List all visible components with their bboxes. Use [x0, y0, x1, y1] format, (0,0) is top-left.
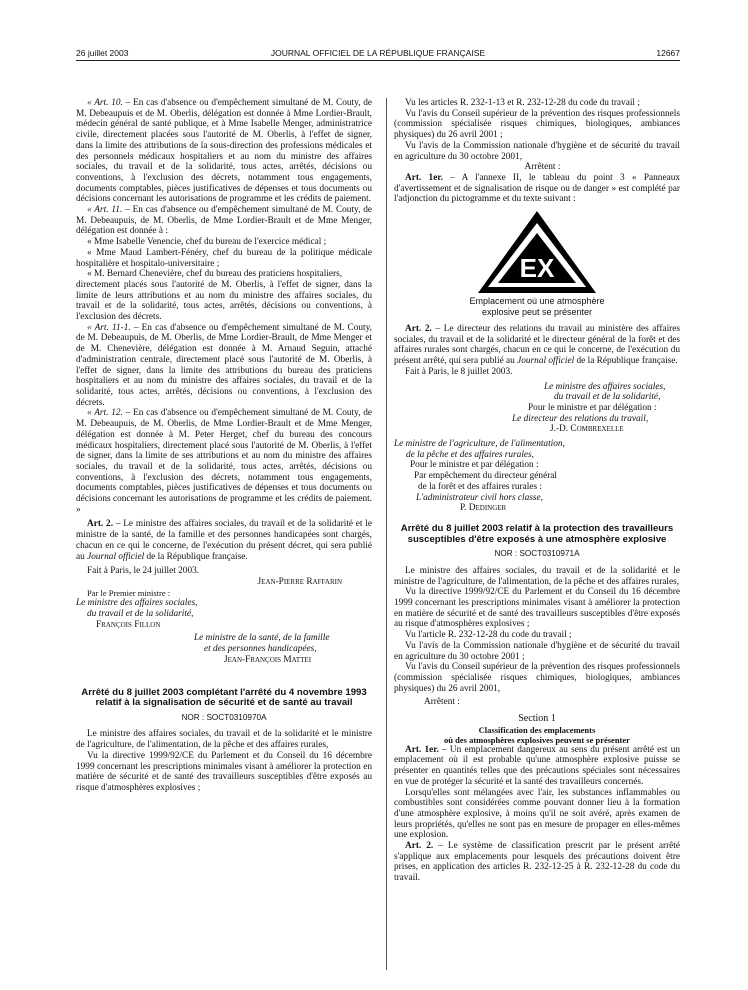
- vu-paragraph: Vu l'avis de la Commission nationale d'hygiène et de sécurité du travail en agriculture du 30 octobre 2001 ;: [394, 640, 680, 662]
- vu-paragraph: Vu l'avis du Conseil supérieur de la prévention des risques professionnels (commission spécialisée risques chimiques, biologiques, ambiances physiques) du 26 avril 2001,: [394, 662, 680, 694]
- article-2: Art. 2. – Le ministre des affaires sociales, du travail et de la solidarité et le ministre de la santé, de la famille et des personnes handicapées sont chargés, chacun en ce qui le concerne, de l'exécution du présent décret, qui sera publié au Journal officiel de la République française.: [76, 519, 373, 562]
- signature-dedinger: P. Dedinger: [460, 503, 507, 514]
- vu-paragraph: Vu l'avis du Conseil supérieur de la prévention des risques professionnels (commission spécialisée risques chimiques, biologiques, ambiances physiques) du 26 avril 2001 ;: [394, 108, 680, 141]
- section-article-1-p2: Lorsqu'elles sont mélangées avec l'air, les substances inflammables ou combustibles sont considérées comme pouvant donner lieu à la formation d'une atmosphère explosive, à moins qu'il ne soit avéré, après examen de leurs propriétés, qu'elles ne sont pas en mesure de propager en elles-mêmes une explosion.: [394, 787, 680, 841]
- minister-agri-line1: Le ministre de l'agriculture, de l'alimentation,: [394, 439, 565, 450]
- arrete-title: Arrêté du 8 juillet 2003 relatif à la protection des travailleurs susceptibles d'être exposés à une atmosphère explosive: [400, 522, 674, 545]
- ex-warning-pictogram: [394, 205, 680, 293]
- article-11-1: « Art. 11-1. – En cas d'absence ou d'empêchement simultané de M. Couty, de M. Debeaupuis, de M. Oberlis, de Mme Lordier-Brault, de Mme Menger et de M. Chenevière, délégation est donnée à M. Arnaud Seguin, attaché d'administration centrale, directement placé sous l'autorité de M. Oberlis, à l'effet de signer, dans la limite des attributions du bureau des praticiens hospitaliers et au nom du ministre des affaires sociales, du travail et de la solidarité, tous actes, arrêtés, décisions ou conventions, à l'exclusion des décrets.: [76, 322, 372, 408]
- section-heading: Section 1: [518, 713, 556, 725]
- minister-affaires-line1: Le ministre des affaires sociales,: [76, 598, 198, 609]
- vu-paragraph: Vu la directive 1999/92/CE du Parlement et du Conseil du 16 décembre 1999 concernant les prescriptions minimales visant à améliorer la protection en matière de sécurité et de santé des travailleurs susceptibles d'être exposés au risque d'atmosphères explosives ;: [394, 587, 680, 630]
- column-divider: [386, 98, 387, 970]
- article-1: Art. 1er. – A l'annexe II, le tableau du point 3 « Panneaux d'avertissement et de signalisation de risque ou de danger » est complété par l'adjonction du pictogramme et du texte suivant :: [394, 172, 680, 205]
- empechement-line1: Par empêchement du directeur général: [414, 471, 557, 482]
- header-page-number: 12667: [656, 48, 680, 58]
- section-subtitle: Classification des emplacements où des atmosphères explosives peuvent se présenter: [444, 724, 630, 745]
- vu-paragraph: Vu les articles R. 232-1-13 et R. 232-12-28 du code du travail ;: [405, 98, 640, 108]
- signature-date: Fait à Paris, le 8 juillet 2003.: [405, 366, 513, 377]
- signature-combrexelle: J.-D. Combrexelle: [550, 424, 624, 435]
- header-date: 26 juillet 2003: [76, 48, 129, 58]
- arretent-heading: Arrêtent :: [524, 162, 561, 173]
- pictogram-caption: Emplacement où une atmosphère explosive peut se présenter: [469, 296, 605, 318]
- article-11: « Art. 11. – En cas d'absence ou d'empêchement simultané de M. Couty, de M. Debeaupuis, de M. Oberlis, de Mme Lordier-Brault et de Mme Menger, délégation est donnée à :: [76, 205, 372, 237]
- signature-fillon: François Fillon: [96, 619, 161, 630]
- list-item: « Mme Isabelle Venencie, chef du bureau de l'exercice médical ;: [87, 237, 327, 248]
- warning-triangle-icon: [474, 209, 600, 295]
- ex-sign-text: EX: [519, 253, 555, 284]
- intro-paragraph: Le ministre des affaires sociales, du travail et de la solidarité et le ministre de l'agriculture, de l'alimentation, de la pêche et des affaires rurales,: [76, 729, 372, 751]
- arrete-title: Arrêté du 8 juillet 2003 complétant l'arrêté du 4 novembre 1993 relatif à la signalisation de sécurité et de santé au travail: [81, 686, 367, 709]
- vu-paragraph: Vu la directive 1999/92/CE du Parlement et du Conseil du 16 décembre 1999 concernant les prescriptions minimales visant à améliorer la protection en matière de sécurité et de santé des travailleurs susceptibles d'être exposés au risque d'atmosphères explosives ;: [76, 750, 372, 793]
- vu-paragraph: Vu l'article R. 232-12-28 du code du travail ;: [405, 630, 572, 641]
- intro-paragraph: Le ministre des affaires sociales, du travail et de la solidarité et le ministre de l'agriculture, de l'alimentation, de la pêche et des affaires rurales,: [394, 565, 680, 587]
- nor-reference: NOR : SOCT0310971A: [494, 549, 580, 559]
- article-11-tail: directement placés sous l'autorité de M. Oberlis, à l'effet de signer, dans la limite de leurs attributions et au nom du ministre des affaires sociales, du travail et de la solidarité, tous actes, arrêtés, décisions ou conventions, à l'exclusion des décrets.: [76, 279, 372, 323]
- section-article-2: Art. 2. – Le système de classification prescrit par le présent arrêté s'applique aux emplacements pour lesquels des précautions doivent être prises, en application des articles R. 232-12-25 à R. 232-12-28 du code du travail.: [394, 841, 680, 884]
- minister-affaires-line2: du travail et de la solidarité,: [554, 392, 661, 403]
- nor-reference: NOR : SOCT0310970A: [181, 712, 267, 722]
- article-12: « Art. 12. – En cas d'absence ou d'empêchement simultané de M. Couty, de M. Debeaupuis, de M. Oberlis, de Mme Lordier-Brault et de Mme Menger, délégation est donnée à M. Peter Herget, chef du bureau des concours médicaux hospitaliers, directement placé sous l'autorité de M. Oberlis, à l'effet de signer, dans la limite de ses attributions et au nom du ministre des affaires sociales, du travail et de la solidarité, tous actes, arrêtés, décisions ou conventions, à l'exclusion des décrets, notamment tous engagements, documents comptables, pièces justificatives de dépenses et tous documents ou décisions concernant les autorisations de programme et les crédits de paiement. »: [76, 408, 372, 515]
- pour-ministre: Pour le ministre et par délégation :: [410, 460, 539, 471]
- list-item: « Mme Maud Lambert-Fénéry, chef du bureau de la politique médicale hospitalière et hospitalo-universitaire ;: [76, 247, 372, 269]
- arretent-heading: Arrêtent :: [424, 697, 460, 708]
- administrateur: L'administrateur civil hors classe,: [416, 492, 543, 503]
- signature-date: Fait à Paris, le 24 juillet 2003.: [87, 566, 200, 577]
- page-header: [76, 48, 680, 60]
- minister-sante-line1: Le ministre de la santé, de la famille: [194, 633, 330, 644]
- minister-affaires-line1: Le ministre des affaires sociales,: [544, 381, 666, 392]
- left-column: [76, 98, 372, 794]
- empechement-line2: de la forêt et des affaires rurales :: [418, 481, 542, 492]
- directeur-relations: Le directeur des relations du travail,: [512, 413, 649, 424]
- article-2: Art. 2. – Le directeur des relations du travail au ministère des affaires sociales, du travail et de la solidarité et le directeur général de la forêt et des affaires rurales sont chargés, chacun en ce qui le concerne, de l'exécution du présent arrêté, qui sera publié au Journal officiel de la République française.: [394, 324, 681, 367]
- header-rule: [76, 60, 680, 61]
- minister-agri-line2: de la pêche et des affaires rurales,: [406, 449, 534, 460]
- header-journal-title: JOURNAL OFFICIEL DE LA RÉPUBLIQUE FRANÇAISE: [270, 48, 486, 58]
- pour-ministre: Pour le ministre et par délégation :: [528, 402, 657, 413]
- minister-sante-line2: et des personnes handicapées,: [204, 644, 317, 655]
- signature-mattei: Jean-François Mattei: [224, 654, 312, 665]
- minister-affaires-line2: du travail et de la solidarité,: [87, 609, 194, 620]
- vu-paragraph: Vu l'avis de la Commission nationale d'hygiène et de sécurité du travail en agriculture du 30 octobre 2001,: [394, 140, 680, 162]
- article-10: « Art. 10. – En cas d'absence ou d'empêchement simultané de M. Couty, de M. Debeaupuis et de M. Oberlis, délégation est donnée à Mme Lordier-Brault, médecin général de santé publique, et à Mme Isabelle Menger, administratrice civile, directement placées sous l'autorité de M. Oberlis, à l'effet de signer, dans la limite des attributions de la sous-direction des professions médicales et des personnels médicaux hospitaliers et au nom du ministre des affaires sociales, du travail et de la solidarité, tous actes, arrêtés, décisions ou conventions, à l'exclusion des décrets, notamment tous engagements, documents comptables, pièces justificatives de dépenses et tous documents ou décisions concernant les autorisations de programme et les crédits de paiement.: [76, 98, 372, 205]
- par-premier-ministre: Par le Premier ministre :: [87, 587, 171, 598]
- right-column: [394, 98, 680, 884]
- signature-raffarin: Jean-Pierre Raffarin: [257, 576, 342, 587]
- section-article-1: Art. 1er. – Un emplacement dangereux au sens du présent arrêté est un emplacement où il est probable qu'une atmosphère explosive puisse se présenter en quantités telles que des précautions spéciales sont nécessaires en vue de protéger la sécurité et la santé des travailleurs concernés.: [394, 744, 680, 787]
- list-item: « M. Bernard Chenevière, chef du bureau des praticiens hospitaliers,: [87, 269, 343, 280]
